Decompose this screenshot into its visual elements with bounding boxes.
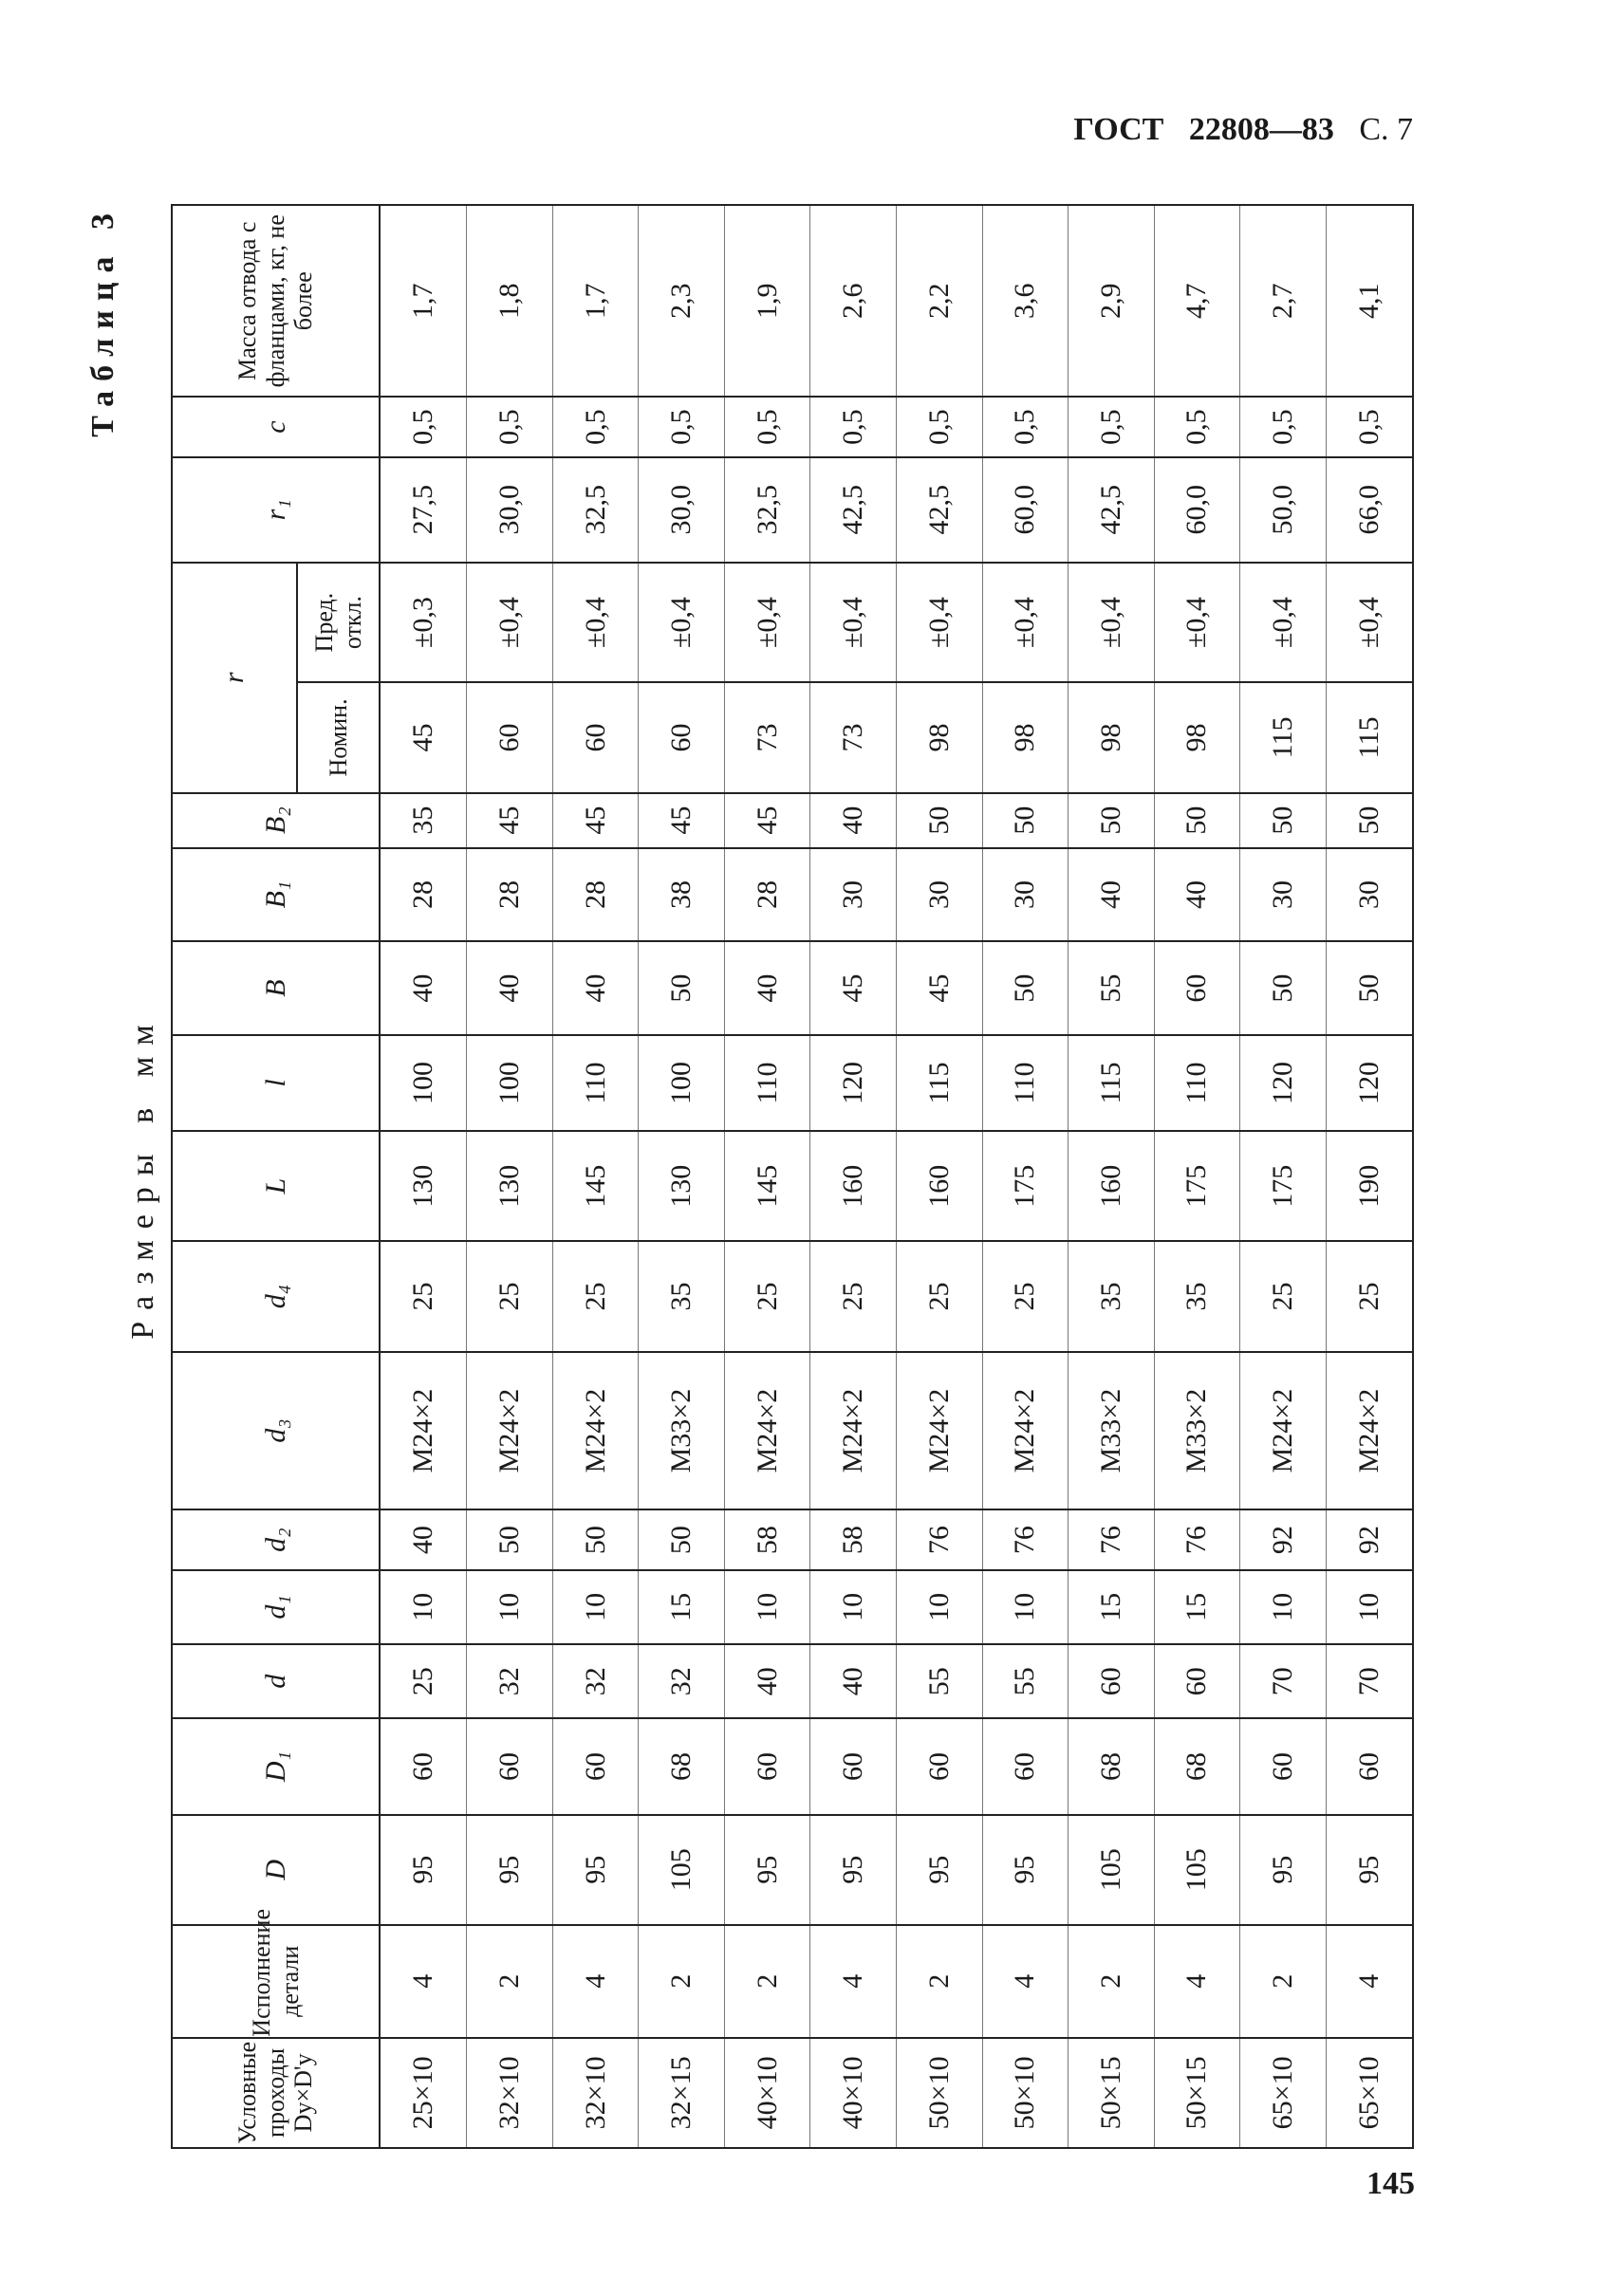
cell-l: 110 xyxy=(982,1035,1069,1131)
page-header xyxy=(1073,112,1413,148)
cell-d1: 10 xyxy=(1326,1570,1413,1644)
cell-version: 2 xyxy=(1069,1925,1155,2038)
cell-passage: 50×10 xyxy=(896,2038,982,2148)
cell-c: 0,5 xyxy=(467,397,553,456)
cell-version: 4 xyxy=(810,1925,897,2038)
cell-c: 0,5 xyxy=(1240,397,1327,456)
cell-D1: 60 xyxy=(1240,1718,1327,1814)
cell-r-nom: 115 xyxy=(1326,682,1413,792)
cell-B1: 38 xyxy=(639,848,725,942)
cell-version: 2 xyxy=(896,1925,982,2038)
cell-passage: 65×10 xyxy=(1240,2038,1327,2148)
cell-c: 0,5 xyxy=(1069,397,1155,456)
cell-d3: M24×2 xyxy=(380,1352,467,1510)
cell-d: 70 xyxy=(1240,1644,1327,1718)
cell-r-tol: ±0,4 xyxy=(1069,563,1155,682)
cell-B: 50 xyxy=(639,941,725,1035)
cell-d2: 76 xyxy=(1069,1510,1155,1570)
cell-d: 32 xyxy=(639,1644,725,1718)
cell-B: 50 xyxy=(1240,941,1327,1035)
cell-d4: 25 xyxy=(896,1241,982,1351)
cell-L: 130 xyxy=(380,1131,467,1241)
cell-l: 120 xyxy=(1326,1035,1413,1131)
cell-B1: 28 xyxy=(467,848,553,942)
cell-passage: 40×10 xyxy=(810,2038,897,2148)
cell-r-nom: 60 xyxy=(552,682,639,792)
cell-B2: 45 xyxy=(467,793,553,848)
cell-L: 145 xyxy=(552,1131,639,1241)
cell-d: 60 xyxy=(1154,1644,1240,1718)
cell-version: 2 xyxy=(1240,1925,1327,2038)
cell-r-tol: ±0,4 xyxy=(639,563,725,682)
cell-r-tol: ±0,4 xyxy=(552,563,639,682)
cell-d4: 25 xyxy=(380,1241,467,1351)
cell-d2: 92 xyxy=(1326,1510,1413,1570)
table-row xyxy=(982,205,1069,2148)
cell-r-tol: ±0,4 xyxy=(982,563,1069,682)
cell-l: 120 xyxy=(1240,1035,1327,1131)
cell-d2: 58 xyxy=(810,1510,897,1570)
cell-d2: 92 xyxy=(1240,1510,1327,1570)
col-header-d4: d₄ xyxy=(172,1241,380,1351)
cell-d1: 10 xyxy=(896,1570,982,1644)
cell-D: 95 xyxy=(1240,1815,1327,1925)
cell-D: 95 xyxy=(380,1815,467,1925)
cell-version: 4 xyxy=(982,1925,1069,2038)
cell-passage: 50×15 xyxy=(1154,2038,1240,2148)
cell-r-tol: ±0,4 xyxy=(724,563,810,682)
cell-B: 40 xyxy=(380,941,467,1035)
cell-D1: 60 xyxy=(724,1718,810,1814)
cell-B1: 30 xyxy=(810,848,897,942)
cell-L: 190 xyxy=(1326,1131,1413,1241)
cell-d2: 76 xyxy=(982,1510,1069,1570)
table-row xyxy=(896,205,982,2148)
cell-d4: 25 xyxy=(982,1241,1069,1351)
cell-r1: 32,5 xyxy=(552,457,639,563)
cell-mass: 2,9 xyxy=(1069,205,1155,397)
cell-r-tol: ±0,3 xyxy=(380,563,467,682)
cell-r1: 66,0 xyxy=(1326,457,1413,563)
cell-B: 45 xyxy=(896,941,982,1035)
cell-l: 110 xyxy=(724,1035,810,1131)
table-row xyxy=(467,205,553,2148)
cell-r-nom: 60 xyxy=(467,682,553,792)
cell-D: 95 xyxy=(552,1815,639,1925)
cell-D: 95 xyxy=(1326,1815,1413,1925)
page-number: 145 xyxy=(1366,2166,1415,2201)
cell-r-nom: 98 xyxy=(896,682,982,792)
cell-d1: 15 xyxy=(1069,1570,1155,1644)
cell-d: 25 xyxy=(380,1644,467,1718)
header-gost: ГОСТ xyxy=(1073,112,1164,147)
cell-D: 95 xyxy=(810,1815,897,1925)
cell-r-nom: 115 xyxy=(1240,682,1327,792)
cell-B: 50 xyxy=(1326,941,1413,1035)
col-header-L: L xyxy=(172,1131,380,1241)
cell-B1: 30 xyxy=(982,848,1069,942)
cell-d2: 50 xyxy=(552,1510,639,1570)
cell-r-tol: ±0,4 xyxy=(810,563,897,682)
cell-d2: 76 xyxy=(896,1510,982,1570)
dimensions-caption: Размеры в мм xyxy=(125,1013,160,1340)
cell-r1: 30,0 xyxy=(467,457,553,563)
cell-r-tol: ±0,4 xyxy=(467,563,553,682)
cell-B: 40 xyxy=(552,941,639,1035)
cell-mass: 1,7 xyxy=(552,205,639,397)
cell-d4: 25 xyxy=(1326,1241,1413,1351)
cell-d2: 50 xyxy=(467,1510,553,1570)
cell-passage: 40×10 xyxy=(724,2038,810,2148)
cell-B: 55 xyxy=(1069,941,1155,1035)
cell-c: 0,5 xyxy=(380,397,467,456)
cell-d3: M24×2 xyxy=(896,1352,982,1510)
cell-B1: 28 xyxy=(380,848,467,942)
cell-B2: 35 xyxy=(380,793,467,848)
cell-r1: 32,5 xyxy=(724,457,810,563)
cell-d1: 10 xyxy=(380,1570,467,1644)
cell-D1: 60 xyxy=(896,1718,982,1814)
cell-d3: M33×2 xyxy=(1154,1352,1240,1510)
cell-r-nom: 73 xyxy=(724,682,810,792)
col-header-B: B xyxy=(172,941,380,1035)
cell-r-tol: ±0,4 xyxy=(896,563,982,682)
cell-D: 95 xyxy=(467,1815,553,1925)
cell-r1: 30,0 xyxy=(639,457,725,563)
cell-c: 0,5 xyxy=(639,397,725,456)
cell-l: 120 xyxy=(810,1035,897,1131)
col-header-r-tolerance: Пред. откл. xyxy=(297,563,380,682)
cell-B: 40 xyxy=(467,941,553,1035)
cell-D1: 60 xyxy=(380,1718,467,1814)
cell-B2: 45 xyxy=(724,793,810,848)
col-header-r: r xyxy=(172,563,297,793)
cell-passage: 32×10 xyxy=(552,2038,639,2148)
cell-r-tol: ±0,4 xyxy=(1326,563,1413,682)
cell-B: 60 xyxy=(1154,941,1240,1035)
cell-d4: 25 xyxy=(1240,1241,1327,1351)
cell-mass: 2,7 xyxy=(1240,205,1327,397)
cell-B2: 45 xyxy=(552,793,639,848)
cell-version: 4 xyxy=(552,1925,639,2038)
cell-r1: 60,0 xyxy=(1154,457,1240,563)
cell-d2: 40 xyxy=(380,1510,467,1570)
cell-D: 105 xyxy=(639,1815,725,1925)
cell-D1: 68 xyxy=(1069,1718,1155,1814)
cell-B: 45 xyxy=(810,941,897,1035)
cell-L: 145 xyxy=(724,1131,810,1241)
table-caption: Таблица 3 xyxy=(85,204,121,437)
cell-d: 32 xyxy=(552,1644,639,1718)
cell-mass: 4,7 xyxy=(1154,205,1240,397)
cell-r-nom: 98 xyxy=(982,682,1069,792)
cell-d1: 10 xyxy=(552,1570,639,1644)
col-header-D: D xyxy=(172,1815,380,1925)
col-header-d3: d₃ xyxy=(172,1352,380,1510)
cell-d1: 15 xyxy=(1154,1570,1240,1644)
cell-D1: 68 xyxy=(1154,1718,1240,1814)
cell-D1: 60 xyxy=(810,1718,897,1814)
cell-passage: 50×15 xyxy=(1069,2038,1155,2148)
cell-d4: 25 xyxy=(552,1241,639,1351)
col-header-B1: B₁ xyxy=(172,848,380,942)
cell-c: 0,5 xyxy=(1326,397,1413,456)
cell-B2: 50 xyxy=(1326,793,1413,848)
cell-mass: 2,2 xyxy=(896,205,982,397)
cell-r1: 50,0 xyxy=(1240,457,1327,563)
cell-mass: 4,1 xyxy=(1326,205,1413,397)
cell-d4: 25 xyxy=(467,1241,553,1351)
cell-L: 160 xyxy=(896,1131,982,1241)
col-header-r-nominal: Номин. xyxy=(297,682,380,792)
cell-D: 95 xyxy=(724,1815,810,1925)
cell-c: 0,5 xyxy=(552,397,639,456)
header-standard-number: 22808—83 xyxy=(1188,112,1334,147)
cell-B1: 30 xyxy=(1240,848,1327,942)
table-row xyxy=(380,205,467,2148)
cell-D: 105 xyxy=(1069,1815,1155,1925)
table-body xyxy=(380,205,1413,2148)
cell-l: 110 xyxy=(552,1035,639,1131)
cell-passage: 32×15 xyxy=(639,2038,725,2148)
cell-B2: 50 xyxy=(1154,793,1240,848)
cell-d3: M24×2 xyxy=(810,1352,897,1510)
cell-c: 0,5 xyxy=(896,397,982,456)
col-header-l: l xyxy=(172,1035,380,1131)
cell-L: 175 xyxy=(1154,1131,1240,1241)
cell-passage: 50×10 xyxy=(982,2038,1069,2148)
col-header-passage: Условные проходы Dу×D'у xyxy=(172,2038,380,2148)
cell-d: 60 xyxy=(1069,1644,1155,1718)
cell-D: 95 xyxy=(896,1815,982,1925)
cell-B1: 40 xyxy=(1069,848,1155,942)
cell-d2: 50 xyxy=(639,1510,725,1570)
cell-d1: 15 xyxy=(639,1570,725,1644)
cell-d4: 35 xyxy=(1069,1241,1155,1351)
rotated-table-sheet xyxy=(85,204,1442,2149)
cell-l: 115 xyxy=(1069,1035,1155,1131)
col-header-c: c xyxy=(172,397,380,456)
dimensions-table xyxy=(171,204,1414,2149)
cell-c: 0,5 xyxy=(982,397,1069,456)
cell-d1: 10 xyxy=(810,1570,897,1644)
cell-B2: 45 xyxy=(639,793,725,848)
cell-version: 4 xyxy=(1326,1925,1413,2038)
cell-B1: 40 xyxy=(1154,848,1240,942)
cell-l: 100 xyxy=(467,1035,553,1131)
cell-d3: M24×2 xyxy=(1240,1352,1327,1510)
col-header-B2: B₂ xyxy=(172,793,380,848)
cell-B2: 50 xyxy=(896,793,982,848)
cell-B2: 50 xyxy=(982,793,1069,848)
cell-D1: 60 xyxy=(467,1718,553,1814)
cell-r1: 42,5 xyxy=(1069,457,1155,563)
cell-d: 40 xyxy=(810,1644,897,1718)
cell-B1: 30 xyxy=(896,848,982,942)
col-header-r1: r₁ xyxy=(172,457,380,563)
cell-r-nom: 60 xyxy=(639,682,725,792)
cell-B: 40 xyxy=(724,941,810,1035)
table-row xyxy=(724,205,810,2148)
cell-d1: 10 xyxy=(1240,1570,1327,1644)
cell-r-nom: 45 xyxy=(380,682,467,792)
cell-d3: M33×2 xyxy=(639,1352,725,1510)
header-page-label: С. 7 xyxy=(1359,112,1413,147)
table-row xyxy=(1326,205,1413,2148)
col-header-d1: d₁ xyxy=(172,1570,380,1644)
cell-mass: 2,3 xyxy=(639,205,725,397)
cell-d3: M24×2 xyxy=(982,1352,1069,1510)
cell-L: 160 xyxy=(810,1131,897,1241)
table-row xyxy=(1240,205,1327,2148)
cell-D1: 60 xyxy=(982,1718,1069,1814)
cell-d3: M24×2 xyxy=(724,1352,810,1510)
cell-r1: 42,5 xyxy=(896,457,982,563)
cell-d: 55 xyxy=(896,1644,982,1718)
cell-L: 160 xyxy=(1069,1131,1155,1241)
cell-mass: 3,6 xyxy=(982,205,1069,397)
cell-d4: 25 xyxy=(810,1241,897,1351)
cell-r-nom: 73 xyxy=(810,682,897,792)
cell-r-tol: ±0,4 xyxy=(1154,563,1240,682)
cell-r-nom: 98 xyxy=(1069,682,1155,792)
cell-L: 130 xyxy=(467,1131,553,1241)
cell-d4: 35 xyxy=(639,1241,725,1351)
cell-c: 0,5 xyxy=(1154,397,1240,456)
cell-d: 70 xyxy=(1326,1644,1413,1718)
cell-L: 175 xyxy=(1240,1131,1327,1241)
cell-B: 50 xyxy=(982,941,1069,1035)
cell-mass: 2,6 xyxy=(810,205,897,397)
col-header-mass: Масса отвода с фланцами, кг, не более xyxy=(172,205,380,397)
cell-version: 4 xyxy=(1154,1925,1240,2038)
cell-d: 55 xyxy=(982,1644,1069,1718)
cell-mass: 1,9 xyxy=(724,205,810,397)
cell-D1: 60 xyxy=(1326,1718,1413,1814)
cell-c: 0,5 xyxy=(810,397,897,456)
cell-d4: 35 xyxy=(1154,1241,1240,1351)
cell-d3: M24×2 xyxy=(467,1352,553,1510)
cell-l: 100 xyxy=(639,1035,725,1131)
cell-r1: 27,5 xyxy=(380,457,467,563)
table-row xyxy=(552,205,639,2148)
cell-r-nom: 98 xyxy=(1154,682,1240,792)
cell-version: 2 xyxy=(639,1925,725,2038)
col-header-version: Исполнение детали xyxy=(172,1925,380,2038)
cell-version: 2 xyxy=(467,1925,553,2038)
col-header-d: d xyxy=(172,1644,380,1718)
cell-r-tol: ±0,4 xyxy=(1240,563,1327,682)
table-row xyxy=(1154,205,1240,2148)
cell-l: 110 xyxy=(1154,1035,1240,1131)
cell-D1: 60 xyxy=(552,1718,639,1814)
cell-d1: 10 xyxy=(724,1570,810,1644)
table-row xyxy=(639,205,725,2148)
cell-c: 0,5 xyxy=(724,397,810,456)
col-header-d2: d₂ xyxy=(172,1510,380,1570)
cell-passage: 25×10 xyxy=(380,2038,467,2148)
cell-d3: M33×2 xyxy=(1069,1352,1155,1510)
cell-d1: 10 xyxy=(467,1570,553,1644)
cell-d: 40 xyxy=(724,1644,810,1718)
cell-passage: 32×10 xyxy=(467,2038,553,2148)
cell-l: 100 xyxy=(380,1035,467,1131)
cell-d2: 76 xyxy=(1154,1510,1240,1570)
cell-d1: 10 xyxy=(982,1570,1069,1644)
cell-mass: 1,8 xyxy=(467,205,553,397)
cell-D1: 68 xyxy=(639,1718,725,1814)
cell-B1: 28 xyxy=(552,848,639,942)
cell-r1: 42,5 xyxy=(810,457,897,563)
cell-B1: 30 xyxy=(1326,848,1413,942)
cell-d3: M24×2 xyxy=(552,1352,639,1510)
cell-B2: 50 xyxy=(1069,793,1155,848)
cell-version: 4 xyxy=(380,1925,467,2038)
cell-B2: 50 xyxy=(1240,793,1327,848)
cell-version: 2 xyxy=(724,1925,810,2038)
cell-L: 130 xyxy=(639,1131,725,1241)
cell-d: 32 xyxy=(467,1644,553,1718)
table-row xyxy=(810,205,897,2148)
cell-d3: M24×2 xyxy=(1326,1352,1413,1510)
cell-D: 95 xyxy=(982,1815,1069,1925)
cell-mass: 1,7 xyxy=(380,205,467,397)
cell-B1: 28 xyxy=(724,848,810,942)
cell-l: 115 xyxy=(896,1035,982,1131)
cell-d2: 58 xyxy=(724,1510,810,1570)
cell-B2: 40 xyxy=(810,793,897,848)
cell-d4: 25 xyxy=(724,1241,810,1351)
cell-passage: 65×10 xyxy=(1326,2038,1413,2148)
cell-D: 105 xyxy=(1154,1815,1240,1925)
cell-L: 175 xyxy=(982,1131,1069,1241)
table-landscape xyxy=(85,204,1442,2149)
table-row xyxy=(1069,205,1155,2148)
col-header-D1: D₁ xyxy=(172,1718,380,1814)
cell-r1: 60,0 xyxy=(982,457,1069,563)
